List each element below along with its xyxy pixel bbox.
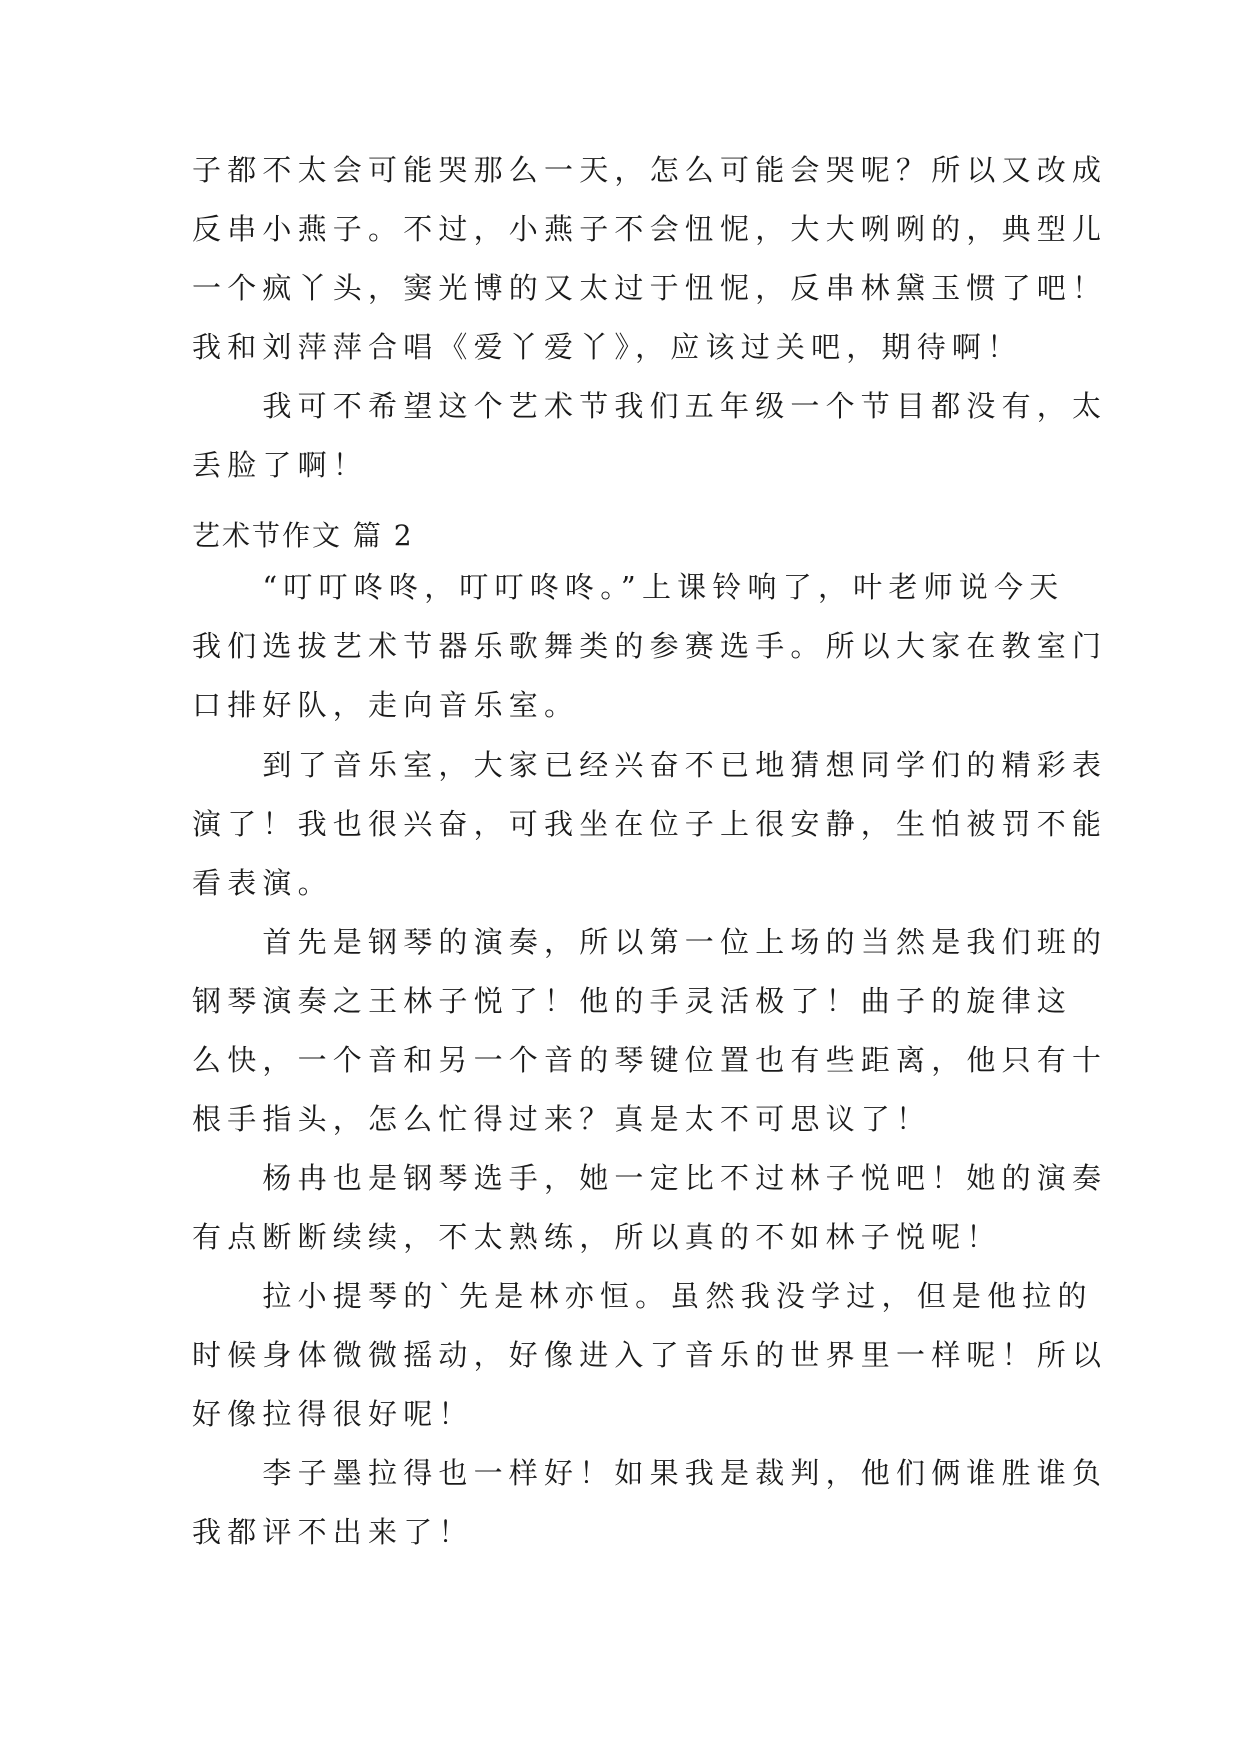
text-line: 好像拉得很好呢！ — [192, 1397, 474, 1431]
text-line: 杨冉也是钢琴选手，她一定比不过林子悦吧！她的演奏 — [192, 1161, 1108, 1195]
section-heading: 艺术节作文 篇 2 — [192, 519, 414, 552]
text-line: 一个疯丫头，窦光博的又太过于忸怩，反串林黛玉惯了吧！ — [192, 271, 1108, 305]
text-line: 有点断断续续，不太熟练，所以真的不如林子悦呢！ — [192, 1220, 1002, 1254]
text-line: 丢脸了啊！ — [192, 448, 369, 482]
text-line: 反串小燕子。不过，小燕子不会忸怩，大大咧咧的，典型儿 — [192, 212, 1108, 246]
text-line: 拉小提琴的`先是林亦恒。虽然我没学过，但是他拉的 — [192, 1279, 1093, 1313]
text-line: 我都评不出来了！ — [192, 1515, 474, 1549]
text-line: 口排好队，走向音乐室。 — [192, 688, 580, 722]
text-line: 首先是钢琴的演奏，所以第一位上场的当然是我们班的 — [192, 925, 1108, 959]
text-line: 我们选拔艺术节器乐歌舞类的参赛选手。所以大家在教室门 — [192, 629, 1108, 663]
text-line: 子都不太会可能哭那么一天，怎么可能会哭呢？所以又改成 — [192, 153, 1108, 187]
text-line: 到了音乐室，大家已经兴奋不已地猜想同学们的精彩表 — [192, 748, 1108, 782]
text-line: 我可不希望这个艺术节我们五年级一个节目都没有，太 — [192, 389, 1108, 423]
text-line: 根手指头，怎么忙得过来？真是太不可思议了！ — [192, 1102, 932, 1136]
text-line: 看表演。 — [192, 866, 333, 900]
text-line: 我和刘萍萍合唱《爱丫爱丫》，应该过关吧，期待啊！ — [192, 330, 1023, 364]
text-line: 么快，一个音和另一个音的琴键位置也有些距离，他只有十 — [192, 1043, 1108, 1077]
text-line: 时候身体微微摇动，好像进入了音乐的世界里一样呢！所以 — [192, 1338, 1108, 1372]
text-line: 李子墨拉得也一样好！如果我是裁判，他们俩谁胜谁负 — [192, 1456, 1108, 1490]
text-line: 钢琴演奏之王林子悦了！他的手灵活极了！曲子的旋律这 — [192, 984, 1073, 1018]
text-line: “叮叮咚咚，叮叮咚咚。”上课铃响了，叶老师说今天 — [192, 570, 1065, 604]
text-line: 演了！我也很兴奋，可我坐在位子上很安静，生怕被罚不能 — [192, 807, 1108, 841]
